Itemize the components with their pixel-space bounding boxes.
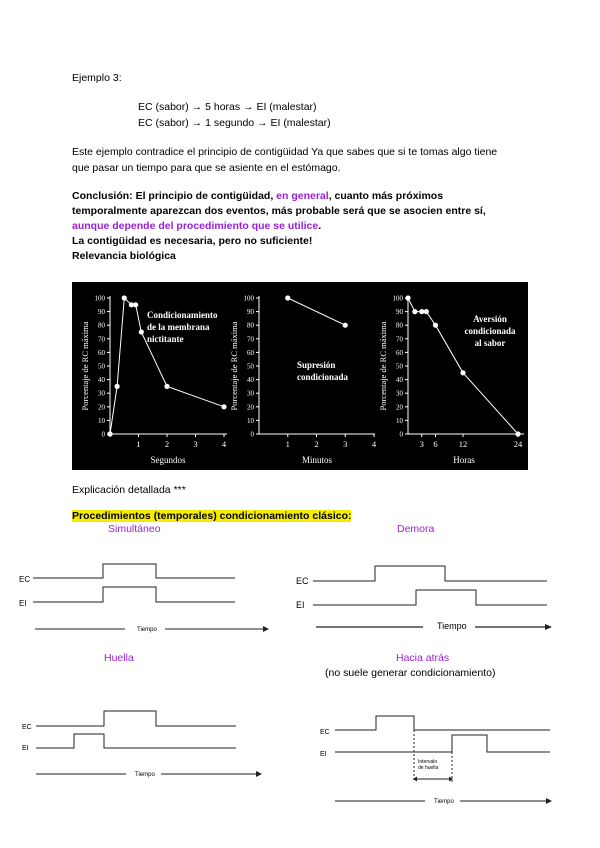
- ec-label: EC: [22, 724, 32, 731]
- time-label: Tiempo: [434, 799, 454, 805]
- label-demora: Demora: [397, 523, 435, 535]
- label-simultaneo: Simultáneo: [108, 523, 161, 535]
- chart-y-tick-label: 20: [247, 403, 254, 412]
- example-paragraph-1: Este ejemplo contradice el principio de contigüidad Ya que sabes que si te tomas algo tiene: [72, 146, 498, 158]
- time-label: Tiempo: [437, 621, 467, 631]
- chart-data-point: [164, 384, 169, 389]
- chart-y-tick-label: 100: [94, 294, 105, 303]
- label-hacia-atras-note: (no suele generar condicionamiento): [325, 667, 496, 679]
- charts-svg: [72, 282, 528, 470]
- ei-label: EI: [296, 600, 305, 610]
- chart-data-point: [221, 404, 226, 409]
- conclusion-emphasis-1: en general: [276, 190, 329, 202]
- chart-y-tick-label: 60: [396, 348, 403, 357]
- chart-annotation: condicionada: [464, 326, 516, 336]
- ec-signal-line: [313, 566, 547, 581]
- chart-y-tick-label: 20: [396, 403, 403, 412]
- example-paragraph-2: que pasar un tiempo para que se asiente en el estómago.: [72, 162, 341, 174]
- conclusion-line-2: temporalmente aparezcan dos eventos, más probable será que se asocien entre sí,: [72, 205, 486, 217]
- time-label: Tiempo: [135, 772, 155, 778]
- chart-data-point: [433, 323, 438, 328]
- conclusion-line-3: [72, 220, 321, 233]
- diagram-huella: [18, 704, 268, 784]
- chart-x-label: Segundos: [150, 455, 186, 465]
- chart-y-tick-label: 10: [247, 416, 254, 425]
- chart-x-tick-label: 3: [419, 439, 424, 449]
- interval-label-1: Intervalo: [418, 759, 438, 765]
- chart-y-tick-label: 80: [247, 321, 254, 330]
- chart-y-tick-label: 90: [247, 308, 254, 317]
- ec-label: EC: [296, 576, 309, 586]
- ec-label: EC: [19, 575, 31, 584]
- ei-label: EI: [22, 745, 29, 752]
- chart-data-point: [515, 431, 520, 436]
- chart-data-point: [285, 295, 290, 300]
- chart-data-point: [412, 309, 417, 314]
- chart-y-tick-label: 0: [399, 430, 403, 439]
- label-huella: Huella: [104, 652, 134, 664]
- conclusion-text-2: , cuanto más próximos: [328, 190, 444, 202]
- chart-series-line: [288, 298, 346, 325]
- chart-data-point: [460, 370, 465, 375]
- chart-x-tick-label: 6: [433, 439, 438, 449]
- chart-annotation: al sabor: [474, 338, 506, 348]
- chart-y-tick-label: 20: [98, 403, 105, 412]
- chart-data-point: [343, 323, 348, 328]
- interval-label-2: de huella: [418, 765, 439, 771]
- example-line-2: EC (sabor) → 1 segundo → EI (malestar): [138, 117, 331, 129]
- chart-x-tick-label: 2: [164, 439, 170, 449]
- chart-y-tick-label: 90: [98, 308, 105, 317]
- chart-y-tick-label: 100: [243, 294, 254, 303]
- example-line-1: EC (sabor) → 5 horas → EI (malestar): [138, 101, 317, 113]
- time-arrow-icon: [545, 624, 552, 630]
- interval-arrow-left-icon: [413, 777, 417, 782]
- example-heading: Ejemplo 3:: [72, 72, 122, 84]
- chart-y-tick-label: 50: [396, 362, 403, 371]
- chart-x-tick-label: 4: [221, 439, 227, 449]
- chart-x-label: Minutos: [301, 455, 333, 465]
- explanation-text: Explicación detallada ***: [72, 484, 186, 496]
- conclusion-emphasis-2: aunque depende del procedimiento que se utilice: [72, 220, 319, 232]
- chart-annotation: Supresión: [297, 360, 336, 370]
- chart-y-tick-label: 40: [396, 376, 403, 385]
- chart-y-tick-label: 10: [98, 416, 105, 425]
- chart-x-tick-label: 4: [371, 439, 377, 449]
- chart-y-tick-label: 70: [98, 335, 105, 344]
- chart-x-tick-label: 3: [193, 439, 198, 449]
- chart-y-tick-label: 100: [392, 294, 403, 303]
- conclusion-label: Conclusión: [72, 190, 130, 202]
- chart-y-tick-label: 40: [98, 376, 105, 385]
- chart-annotation: condicionada: [297, 372, 349, 382]
- chart-annotation: de la membrana: [147, 322, 210, 332]
- chart-data-point: [419, 309, 424, 314]
- ei-label: EI: [19, 599, 27, 608]
- chart-x-tick-label: 3: [343, 439, 348, 449]
- chart-y-tick-label: 30: [247, 389, 254, 398]
- ec-signal-line: [33, 564, 235, 578]
- chart-x-label: Horas: [453, 455, 475, 465]
- chart-y-tick-label: 60: [98, 348, 105, 357]
- chart-y-tick-label: 30: [396, 389, 403, 398]
- chart-y-tick-label: 70: [247, 335, 254, 344]
- chart-data-point: [405, 295, 410, 300]
- chart-data-point: [424, 309, 429, 314]
- ec-signal-line: [335, 716, 550, 730]
- ec-label: EC: [320, 729, 330, 736]
- conclusion-text-1: : El principio de contigüidad,: [129, 190, 277, 202]
- label-hacia-atras: Hacia atrás: [396, 652, 450, 664]
- chart-y-tick-label: 10: [396, 416, 403, 425]
- diagram-hacia-atras: [300, 706, 565, 811]
- conclusion-line-1: [72, 190, 443, 203]
- diagram-demora: [293, 555, 558, 635]
- time-arrow-icon: [263, 626, 269, 632]
- chart-x-tick-label: 1: [136, 439, 141, 449]
- chart-data-point: [139, 329, 144, 334]
- chart-y-tick-label: 50: [98, 362, 105, 371]
- chart-annotation: Condicionamiento: [147, 310, 218, 320]
- procedures-title: [72, 510, 351, 523]
- ei-signal-line: [313, 590, 547, 605]
- chart-y-tick-label: 40: [247, 376, 254, 385]
- chart-x-tick-label: 2: [314, 439, 319, 449]
- ei-signal-line: [36, 734, 236, 748]
- time-arrow-icon: [546, 798, 552, 804]
- conclusion-line-4: La contigüidad es necesaria, pero no suficiente!: [72, 235, 313, 247]
- chart-data-point: [122, 295, 127, 300]
- chart-panel: [72, 282, 528, 470]
- chart-y-tick-label: 80: [396, 321, 403, 330]
- diagram-simultaneo: [15, 555, 275, 640]
- procedures-title-text: Procedimientos (temporales) condicionamiento clásico:: [72, 510, 352, 522]
- chart-x-tick-label: 12: [458, 439, 468, 449]
- chart-y-label: Porcentaje de RC máxima: [229, 321, 239, 411]
- chart-y-tick-label: 50: [247, 362, 254, 371]
- ei-label: EI: [320, 751, 327, 758]
- chart-y-tick-label: 0: [250, 430, 254, 439]
- chart-data-point: [115, 384, 120, 389]
- chart-y-tick-label: 90: [396, 308, 403, 317]
- conclusion-line-3-end: .: [318, 220, 322, 232]
- chart-annotation: Aversión: [473, 314, 507, 324]
- chart-data-point: [133, 302, 138, 307]
- conclusion-line-5: Relevancia biológica: [72, 250, 176, 262]
- chart-y-tick-label: 30: [98, 389, 105, 398]
- chart-y-tick-label: 70: [396, 335, 403, 344]
- chart-data-point: [107, 431, 112, 436]
- chart-y-tick-label: 80: [98, 321, 105, 330]
- chart-annotation: nictitante: [147, 334, 184, 344]
- time-arrow-icon: [256, 771, 262, 777]
- chart-y-label: Porcentaje de RC máxima: [378, 321, 388, 411]
- chart-y-tick-label: 60: [247, 348, 254, 357]
- ei-signal-line: [33, 587, 235, 602]
- ec-signal-line: [36, 711, 236, 726]
- time-label: Tiempo: [137, 627, 157, 633]
- chart-x-tick-label: 24: [513, 439, 523, 449]
- chart-y-tick-label: 0: [101, 430, 105, 439]
- ei-signal-line: [335, 735, 550, 752]
- chart-y-label: Porcentaje de RC máxima: [80, 321, 90, 411]
- chart-x-tick-label: 1: [285, 439, 290, 449]
